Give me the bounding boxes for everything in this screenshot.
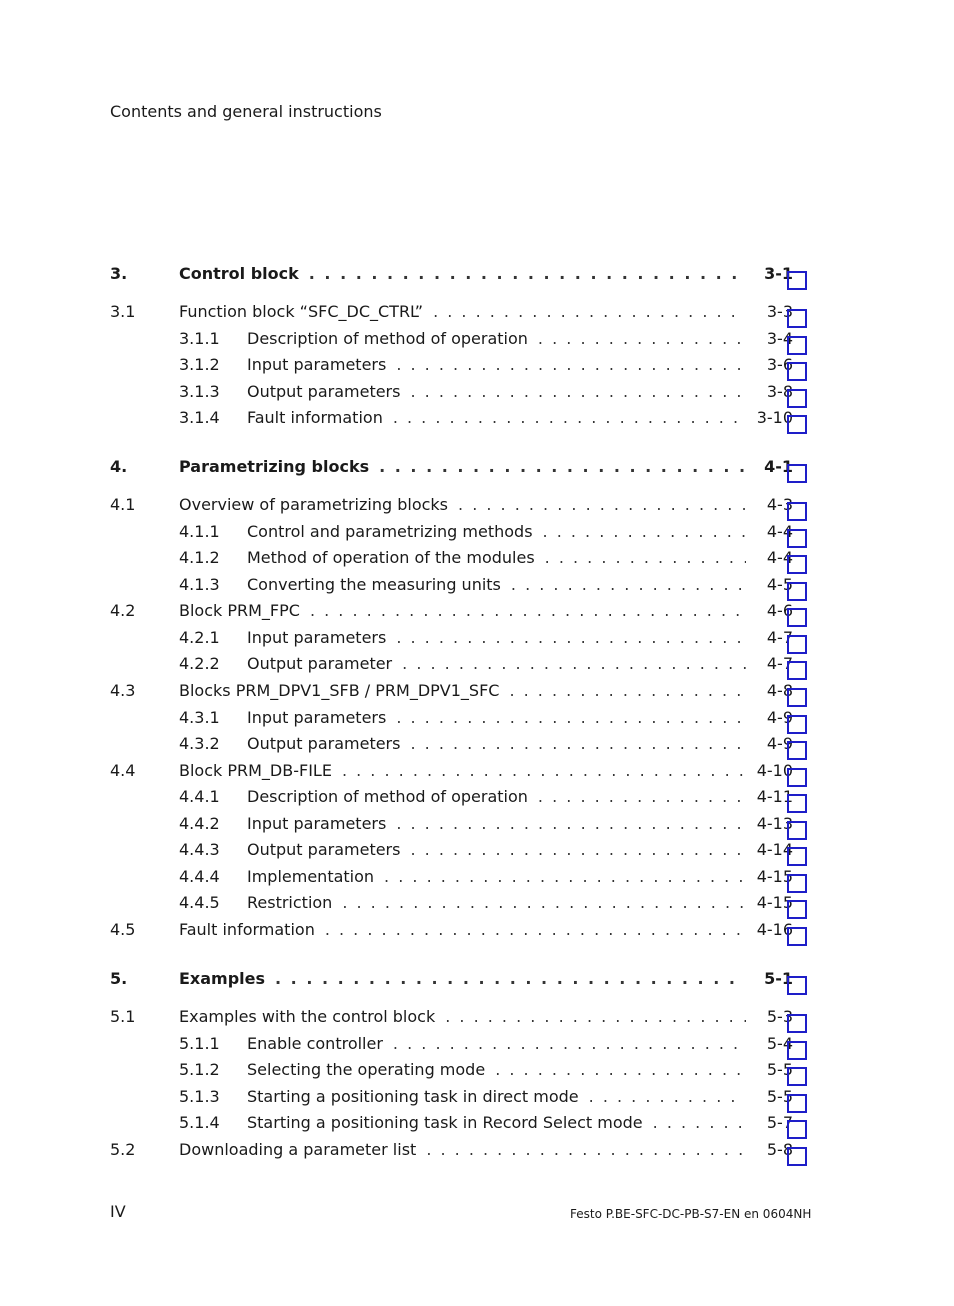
toc-entry[interactable] bbox=[0, 1034, 954, 1060]
toc-entry[interactable] bbox=[0, 814, 954, 840]
toc-entry[interactable] bbox=[0, 575, 954, 601]
dot-leader bbox=[545, 548, 746, 567]
toc-entry-number: 4.2.1 bbox=[179, 628, 220, 647]
toc-entry-number: 4.3.2 bbox=[179, 734, 220, 753]
toc-entry-number: 4.4.1 bbox=[179, 787, 220, 806]
dot-leader bbox=[538, 329, 746, 348]
link-box[interactable] bbox=[787, 555, 807, 574]
dot-leader bbox=[396, 355, 746, 374]
toc-entry-page: 4-4 bbox=[766, 522, 793, 541]
toc-entry-page: 4-1 bbox=[764, 457, 793, 476]
toc-entry-number: 4.3 bbox=[110, 681, 136, 700]
dot-leader bbox=[495, 1060, 746, 1079]
toc-entry-number: 3.1.4 bbox=[179, 408, 220, 427]
link-box[interactable] bbox=[787, 1147, 807, 1166]
dot-leader bbox=[310, 601, 746, 620]
toc-entry-title: Description of method of operation bbox=[247, 329, 528, 348]
dot-leader bbox=[396, 708, 746, 727]
toc-entry-title: Implementation bbox=[247, 867, 375, 886]
toc-entry[interactable] bbox=[0, 408, 954, 434]
toc-entry-title: Starting a positioning task in direct mode bbox=[247, 1087, 579, 1106]
dot-leader bbox=[384, 867, 746, 886]
toc-entry-number: 5.1 bbox=[110, 1007, 136, 1026]
dot-leader bbox=[410, 840, 746, 859]
dot-leader bbox=[509, 681, 746, 700]
dot-leader bbox=[511, 575, 746, 594]
link-box[interactable] bbox=[787, 1041, 807, 1060]
link-box[interactable] bbox=[787, 927, 807, 946]
toc-entry-page: 3-10 bbox=[756, 408, 793, 427]
toc-entry-number: 3.1.2 bbox=[179, 355, 220, 374]
dot-leader bbox=[458, 495, 746, 514]
dot-leader bbox=[309, 264, 746, 283]
toc-entry-page: 4-11 bbox=[756, 787, 793, 806]
link-box[interactable] bbox=[787, 1120, 807, 1139]
link-box[interactable] bbox=[787, 1014, 807, 1033]
link-box[interactable] bbox=[787, 661, 807, 680]
link-box[interactable] bbox=[787, 900, 807, 919]
toc-entry-title: Fault information bbox=[179, 920, 315, 939]
toc-entry-page: 4-6 bbox=[766, 601, 793, 620]
toc-entry-number: 5.1.1 bbox=[179, 1034, 220, 1053]
toc-entry-number: 4.4.5 bbox=[179, 893, 220, 912]
dot-leader bbox=[342, 893, 746, 912]
toc-entry-number: 5.1.2 bbox=[179, 1060, 220, 1079]
dot-leader bbox=[342, 761, 746, 780]
toc-entry-title: Fault information bbox=[247, 408, 383, 427]
link-box[interactable] bbox=[787, 464, 807, 483]
dot-leader bbox=[325, 920, 746, 939]
toc-entry-title: Overview of parametrizing blocks bbox=[179, 495, 449, 514]
dot-leader bbox=[543, 522, 746, 541]
toc-entry-title: Output parameters bbox=[247, 734, 401, 753]
toc-entry-title: Enable controller bbox=[247, 1034, 383, 1053]
toc-entry-title: Examples with the control block bbox=[179, 1007, 436, 1026]
toc-entry-page: 5-1 bbox=[764, 969, 793, 988]
toc-entry[interactable] bbox=[0, 920, 954, 946]
toc-entry[interactable] bbox=[0, 969, 954, 995]
link-box[interactable] bbox=[787, 362, 807, 381]
toc-entry-page: 4-7 bbox=[766, 628, 793, 647]
toc-entry-number: 4.4.4 bbox=[179, 867, 220, 886]
toc-entry[interactable] bbox=[0, 761, 954, 787]
toc-entry-title: Output parameters bbox=[247, 382, 401, 401]
toc-entry-number: 4.1.1 bbox=[179, 522, 220, 541]
dot-leader bbox=[393, 408, 746, 427]
toc-entry-number: 4.5 bbox=[110, 920, 136, 939]
toc-entry-title: Converting the measuring units bbox=[247, 575, 501, 594]
toc-entry-title: Input parameters bbox=[247, 814, 387, 833]
toc-entry[interactable] bbox=[0, 264, 954, 290]
dot-leader bbox=[393, 1034, 746, 1053]
toc-entry[interactable] bbox=[0, 548, 954, 574]
dot-leader bbox=[379, 457, 746, 476]
toc-entry[interactable] bbox=[0, 1007, 954, 1033]
toc-entry-page: 3-4 bbox=[766, 329, 793, 348]
toc-entry-number: 5.1.3 bbox=[179, 1087, 220, 1106]
link-box[interactable] bbox=[787, 794, 807, 813]
link-box[interactable] bbox=[787, 1094, 807, 1113]
toc-entry-title: Input parameters bbox=[247, 708, 387, 727]
link-box[interactable] bbox=[787, 976, 807, 995]
toc-entry[interactable] bbox=[0, 1140, 954, 1166]
toc-entry-page: 4-13 bbox=[756, 814, 793, 833]
toc-entry[interactable] bbox=[0, 681, 954, 707]
toc-entry[interactable] bbox=[0, 708, 954, 734]
toc-entry-page: 4-5 bbox=[766, 575, 793, 594]
toc-entry-title: Parametrizing blocks bbox=[179, 457, 370, 476]
link-box[interactable] bbox=[787, 336, 807, 355]
toc-entry-page: 3-8 bbox=[766, 382, 793, 401]
toc-entry[interactable] bbox=[0, 495, 954, 521]
toc-entry-title: Method of operation of the modules bbox=[247, 548, 535, 567]
toc-entry-number: 4.4.2 bbox=[179, 814, 220, 833]
toc-entry-title: Block PRM_DB-FILE bbox=[179, 761, 332, 780]
link-box[interactable] bbox=[787, 821, 807, 840]
link-box[interactable] bbox=[787, 768, 807, 787]
toc-entry-page: 4-10 bbox=[756, 761, 793, 780]
dot-leader bbox=[538, 787, 746, 806]
link-box[interactable] bbox=[787, 874, 807, 893]
toc-entry-title: Control block bbox=[179, 264, 299, 283]
toc-entry-number: 3.1.3 bbox=[179, 382, 220, 401]
toc-entry[interactable] bbox=[0, 329, 954, 355]
link-box[interactable] bbox=[787, 502, 807, 521]
link-box[interactable] bbox=[787, 529, 807, 548]
toc-entry-number: 5. bbox=[110, 969, 128, 988]
toc-entry-page: 4-3 bbox=[766, 495, 793, 514]
running-header: Contents and general instructions bbox=[110, 102, 382, 121]
toc-entry-title: Downloading a parameter list bbox=[179, 1140, 417, 1159]
toc-entry[interactable] bbox=[0, 787, 954, 813]
toc-entry-page: 4-8 bbox=[766, 681, 793, 700]
toc-entry[interactable] bbox=[0, 1087, 954, 1113]
toc-entry-page: 5-7 bbox=[766, 1113, 793, 1132]
link-box[interactable] bbox=[787, 715, 807, 734]
toc-entry[interactable] bbox=[0, 382, 954, 408]
page-number: IV bbox=[110, 1202, 126, 1221]
toc-entry-title: Input parameters bbox=[247, 628, 387, 647]
toc-entry-page: 5-5 bbox=[766, 1060, 793, 1079]
toc-entry[interactable] bbox=[0, 522, 954, 548]
toc-entry-page: 4-9 bbox=[766, 734, 793, 753]
toc-entry[interactable] bbox=[0, 601, 954, 627]
toc-entry[interactable] bbox=[0, 840, 954, 866]
toc-entry[interactable] bbox=[0, 457, 954, 483]
toc-entry[interactable] bbox=[0, 355, 954, 381]
toc-entry-number: 4.2.2 bbox=[179, 654, 220, 673]
dot-leader bbox=[396, 628, 746, 647]
toc-entry-title: Description of method of operation bbox=[247, 787, 528, 806]
link-box[interactable] bbox=[787, 608, 807, 627]
dot-leader bbox=[402, 654, 746, 673]
toc-entry-number: 4.3.1 bbox=[179, 708, 220, 727]
link-box[interactable] bbox=[787, 415, 807, 434]
dot-leader bbox=[396, 814, 746, 833]
toc-entry-title: Output parameters bbox=[247, 840, 401, 859]
toc-entry-number: 4.4 bbox=[110, 761, 136, 780]
toc-entry-title: Input parameters bbox=[247, 355, 387, 374]
link-box[interactable] bbox=[787, 389, 807, 408]
link-box[interactable] bbox=[787, 847, 807, 866]
toc-entry-page: 5-5 bbox=[766, 1087, 793, 1106]
link-box[interactable] bbox=[787, 1067, 807, 1086]
toc-entry-title: Examples bbox=[179, 969, 266, 988]
toc-entry-page: 5-8 bbox=[766, 1140, 793, 1159]
toc-entry[interactable] bbox=[0, 628, 954, 654]
toc-entry-title: Output parameter bbox=[247, 654, 393, 673]
toc-entry-number: 4.4.3 bbox=[179, 840, 220, 859]
dot-leader bbox=[589, 1087, 746, 1106]
toc-entry-page: 3-1 bbox=[764, 264, 793, 283]
toc-entry-number: 5.1.4 bbox=[179, 1113, 220, 1132]
toc-entry-number: 3.1 bbox=[110, 302, 136, 321]
toc-entry-number: 3.1.1 bbox=[179, 329, 220, 348]
toc-entry[interactable] bbox=[0, 1060, 954, 1086]
link-box[interactable] bbox=[787, 741, 807, 760]
toc-entry[interactable] bbox=[0, 654, 954, 680]
dot-leader bbox=[410, 382, 746, 401]
toc-entry-page: 4-15 bbox=[756, 893, 793, 912]
link-box[interactable] bbox=[787, 271, 807, 290]
toc-entry-number: 4.1.3 bbox=[179, 575, 220, 594]
toc-entry-title: Function block “SFC_DC_CTRL” bbox=[179, 302, 424, 321]
link-box[interactable] bbox=[787, 582, 807, 601]
toc-entry-page: 4-14 bbox=[756, 840, 793, 859]
toc-entry-title: Block PRM_FPC bbox=[179, 601, 300, 620]
dot-leader bbox=[445, 1007, 746, 1026]
document-reference: Festo P.BE-SFC-DC-PB-S7-EN en 0604NH bbox=[570, 1207, 812, 1221]
toc-entry-number: 3. bbox=[110, 264, 128, 283]
toc-entry-page: 4-15 bbox=[756, 867, 793, 886]
dot-leader bbox=[653, 1113, 746, 1132]
toc-entry-title: Restriction bbox=[247, 893, 333, 912]
dot-leader bbox=[410, 734, 746, 753]
toc-entry[interactable] bbox=[0, 1113, 954, 1139]
toc-entry-title: Blocks PRM_DPV1_SFB / PRM_DPV1_SFC bbox=[179, 681, 500, 700]
toc-entry-page: 4-7 bbox=[766, 654, 793, 673]
toc-entry-title: Selecting the operating mode bbox=[247, 1060, 486, 1079]
toc-entry-number: 4. bbox=[110, 457, 128, 476]
toc-entry-page: 3-3 bbox=[766, 302, 793, 321]
toc-entry-number: 4.1.2 bbox=[179, 548, 220, 567]
toc-entry[interactable] bbox=[0, 302, 954, 328]
link-box[interactable] bbox=[787, 635, 807, 654]
toc-entry-title: Control and parametrizing methods bbox=[247, 522, 533, 541]
toc-entry-page: 5-3 bbox=[766, 1007, 793, 1026]
toc-entry-number: 4.1 bbox=[110, 495, 136, 514]
link-box[interactable] bbox=[787, 309, 807, 328]
toc-entry-page: 3-6 bbox=[766, 355, 793, 374]
dot-leader bbox=[426, 1140, 746, 1159]
toc-entry[interactable] bbox=[0, 867, 954, 893]
toc-entry-number: 5.2 bbox=[110, 1140, 136, 1159]
toc-entry-page: 4-9 bbox=[766, 708, 793, 727]
toc-entry-page: 4-4 bbox=[766, 548, 793, 567]
toc-entry-number: 4.2 bbox=[110, 601, 136, 620]
toc-entry[interactable] bbox=[0, 734, 954, 760]
toc-entry-page: 5-4 bbox=[766, 1034, 793, 1053]
toc-entry-page: 4-16 bbox=[756, 920, 793, 939]
dot-leader bbox=[275, 969, 746, 988]
toc-entry-title: Starting a positioning task in Record Select mode bbox=[247, 1113, 643, 1132]
toc-entry[interactable] bbox=[0, 893, 954, 919]
dot-leader bbox=[433, 302, 746, 321]
link-box[interactable] bbox=[787, 688, 807, 707]
